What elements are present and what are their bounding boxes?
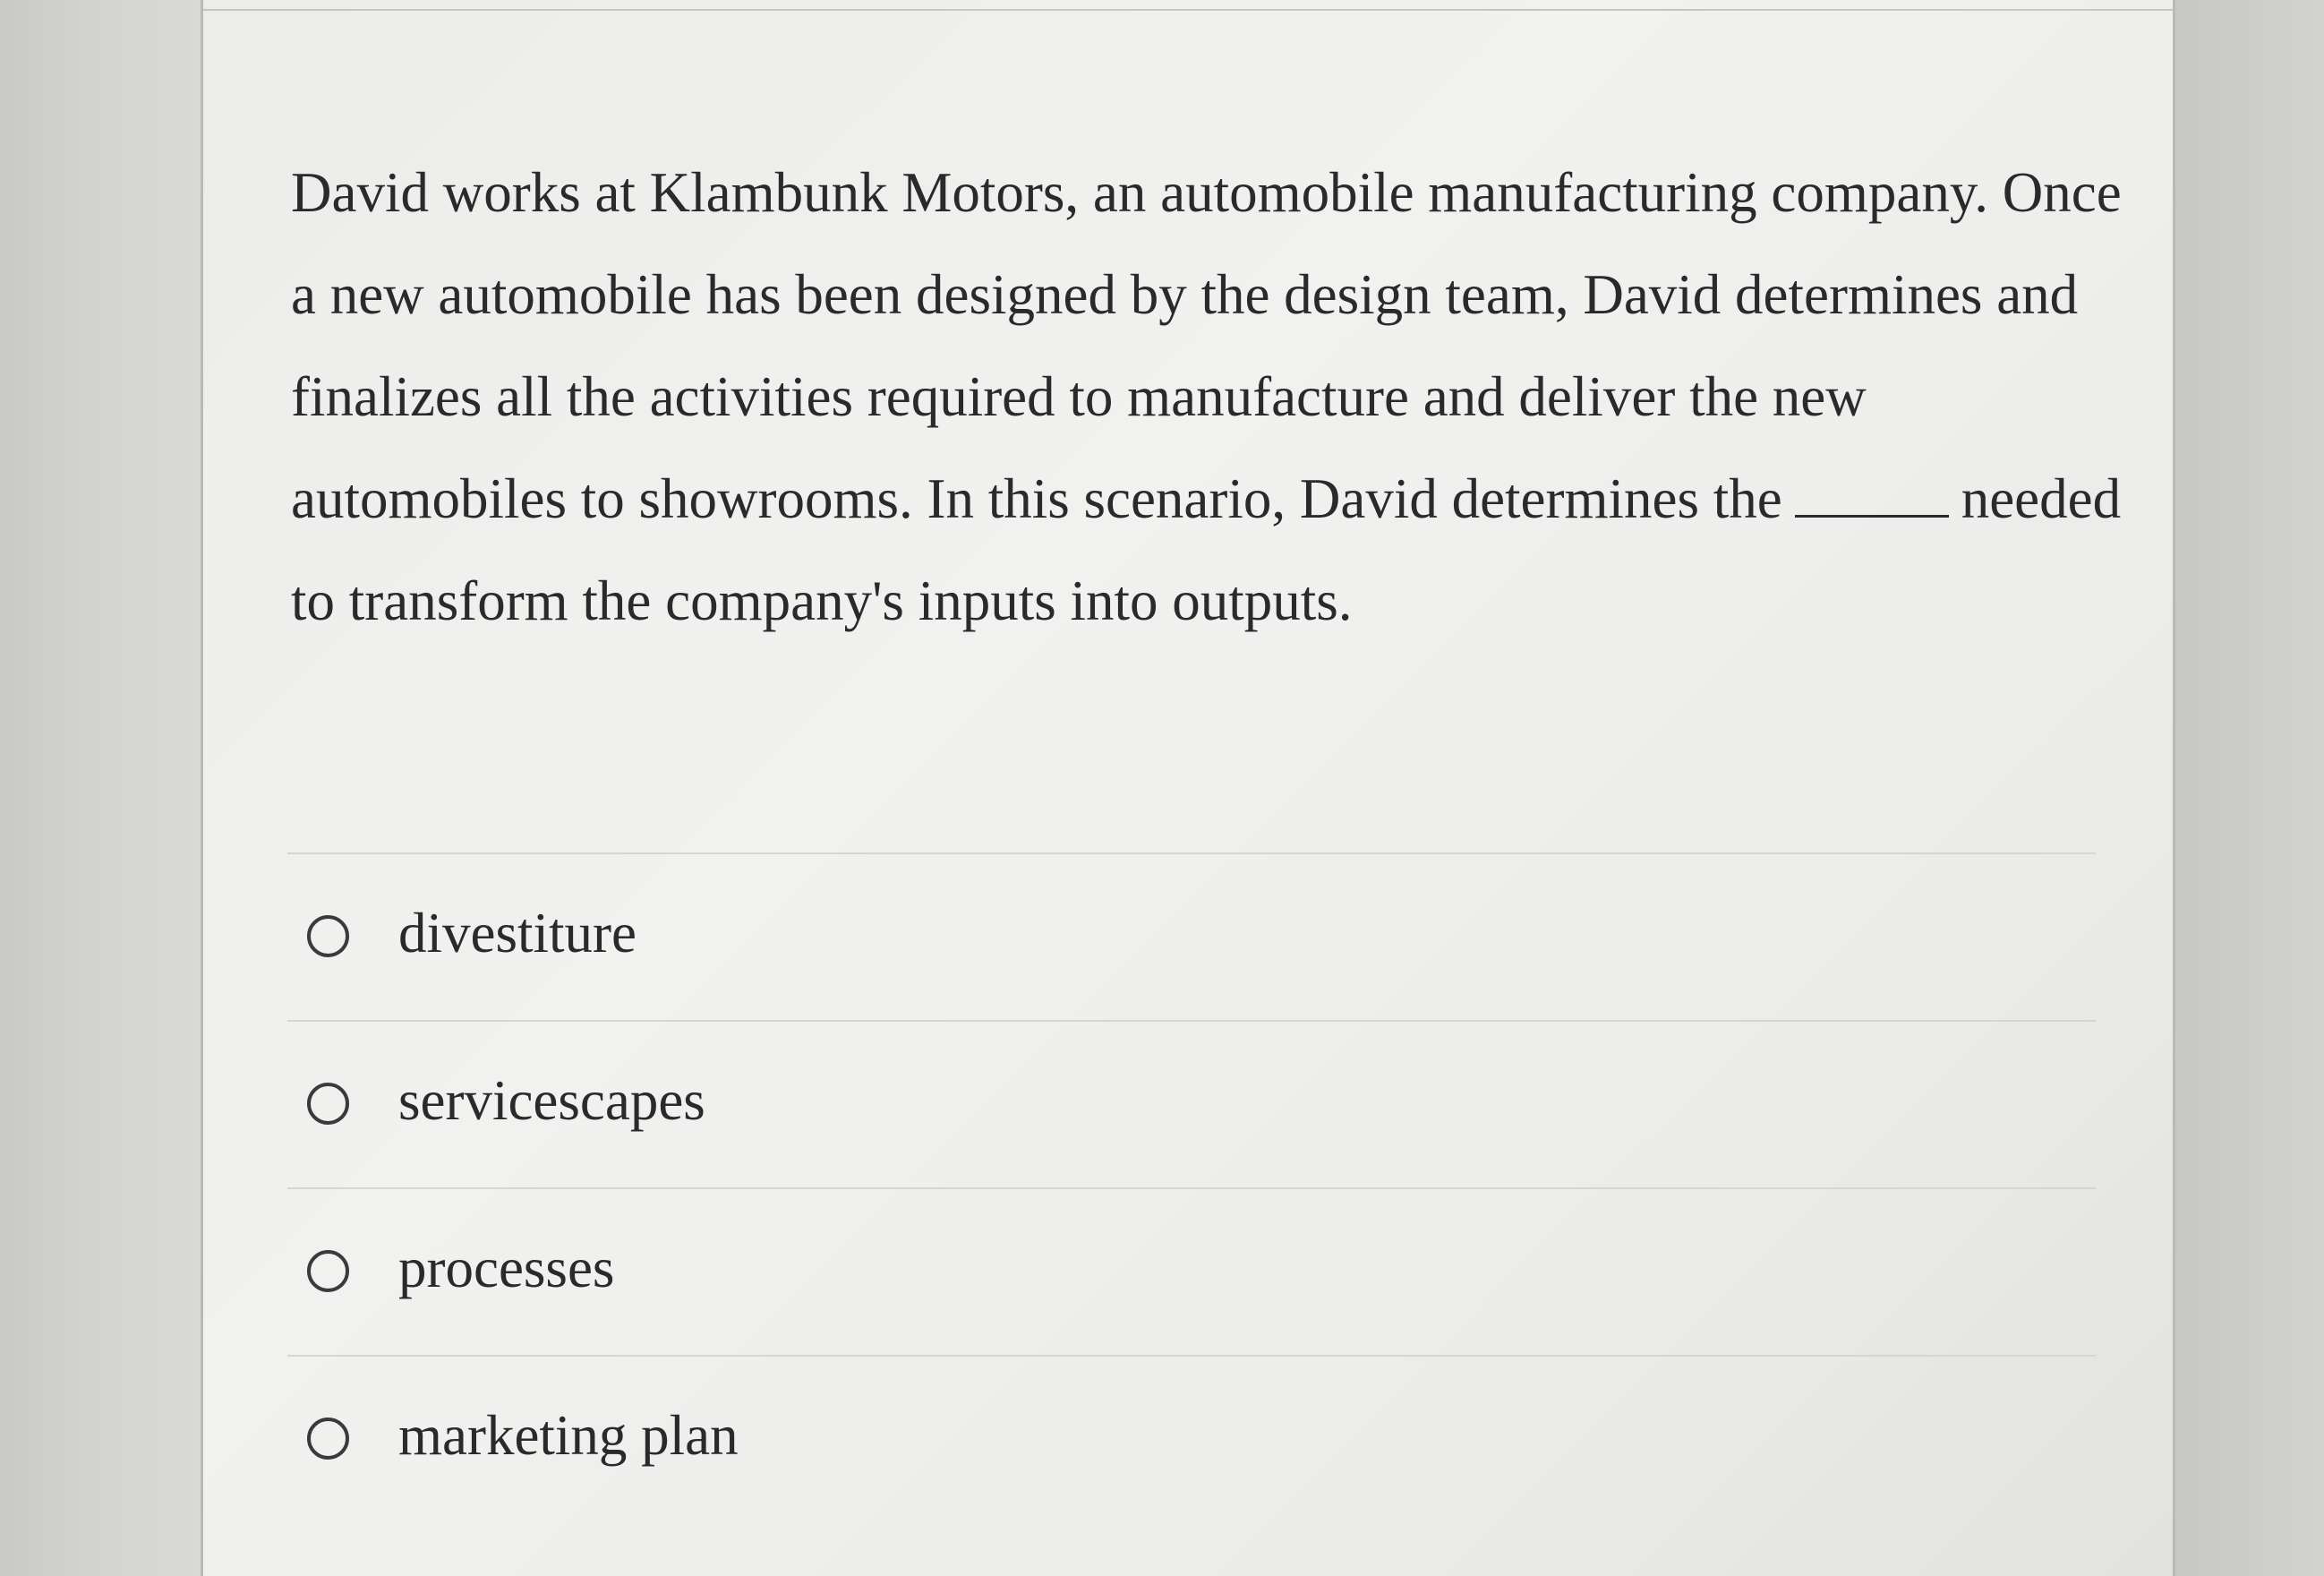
question-text [291,141,2135,652]
right-margin [2175,0,2324,1576]
option-label: processes [398,1237,615,1299]
answer-options [287,852,2096,1522]
question-panel [201,0,2175,1576]
answer-blank [1795,465,1949,518]
radio-button[interactable] [307,1250,349,1292]
panel-top-divider [203,9,2173,11]
radio-button[interactable] [307,1418,349,1460]
question-text-after-blank: needed to transform the company's inputs into outputs. [291,467,2122,632]
option-label: marketing plan [398,1404,739,1467]
radio-button[interactable] [307,1083,349,1125]
option-processes[interactable] [287,1187,2096,1355]
question-text-before-blank: David works at Klambunk Motors, an automobile manufacturing company. Once a new automobile has been designed by the design team, David determines and finalizes all the activities required to manufacture and deliver the new automobiles to showrooms. In this scenario, David determines the [291,161,2122,530]
option-label: divestiture [398,902,637,964]
option-divestiture[interactable] [287,852,2096,1020]
option-marketing-plan[interactable] [287,1355,2096,1522]
option-label: servicescapes [398,1069,705,1132]
option-servicescapes[interactable] [287,1020,2096,1187]
radio-button[interactable] [307,915,349,957]
